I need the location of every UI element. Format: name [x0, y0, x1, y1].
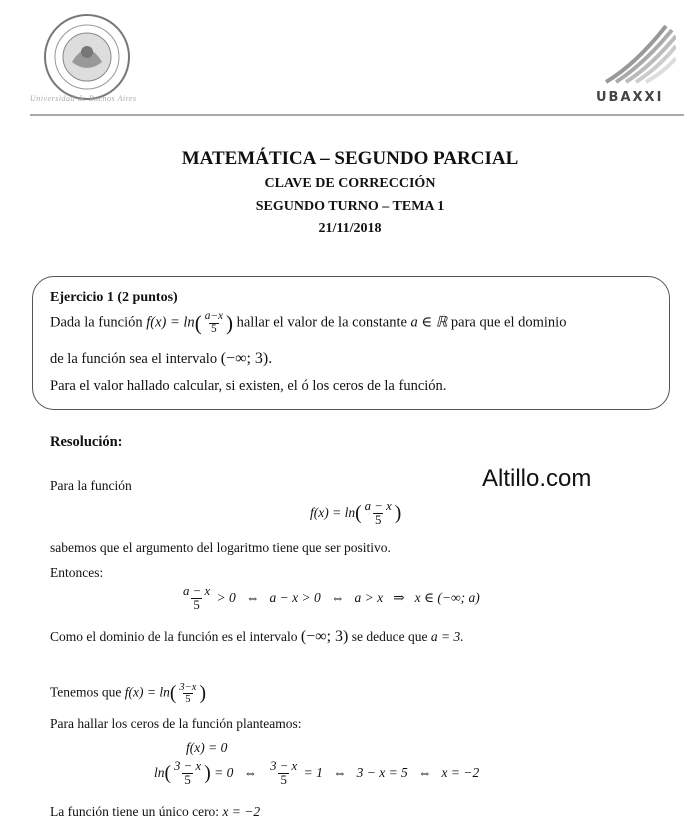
- function-lhs: f(x) = ln: [124, 684, 170, 700]
- logo-text: UBAXXI: [596, 90, 664, 105]
- subtitle-key: CLAVE DE CORRECCIÓN: [264, 176, 436, 191]
- exercise-line-3: Para el valor hallado calcular, si existen, el ó los ceros de la función.: [50, 378, 447, 394]
- text: se deduce que: [348, 629, 431, 644]
- text: Dada la función: [50, 314, 147, 331]
- function-name: f(x): [146, 314, 167, 331]
- mid-text: = 0 ⇔: [210, 765, 268, 781]
- fraction-denominator: 5: [184, 773, 191, 788]
- exercise-line-1: [50, 311, 566, 336]
- seal-caption: Universidad de Buenos Aires: [30, 94, 137, 103]
- fraction: [181, 585, 212, 613]
- text: para que el dominio: [447, 314, 567, 331]
- fraction-denominator: 5: [211, 322, 217, 335]
- exercise-title: Ejercicio 1 (2 puntos): [50, 290, 178, 305]
- watermark: Altillo.com: [482, 465, 592, 492]
- text: Como el dominio de la función es el intervalo: [50, 629, 301, 644]
- paren-close: ): [199, 682, 206, 704]
- interval: (−∞; 3).: [220, 350, 273, 367]
- text: de la función sea el intervalo: [50, 351, 221, 367]
- fraction: [177, 682, 198, 705]
- paragraph-2: sabemos que el argumento del logaritmo tiene que ser positivo.: [50, 540, 391, 555]
- text: Tenemos que: [50, 684, 125, 700]
- exercise-line-2: [50, 350, 272, 368]
- inequality-chain: [180, 585, 480, 613]
- fraction-numerator: a−x: [204, 310, 223, 322]
- paren-close: ): [225, 310, 233, 335]
- zero-value: x = −2: [222, 804, 261, 819]
- text: hallar el valor de la constante: [232, 314, 411, 331]
- paren-open: (: [355, 503, 362, 525]
- resolution-title: Resolución:: [50, 434, 123, 450]
- university-seal-icon: [42, 12, 132, 102]
- constant: a ∈ ℝ: [410, 314, 448, 331]
- paren-close: ): [394, 503, 402, 525]
- paragraph-6: Para hallar los ceros de la función planteamos:: [50, 716, 302, 731]
- fraction: [363, 500, 394, 528]
- end-text: = 1 ⇔ 3 − x = 5 ⇔ x = −2: [300, 765, 480, 781]
- fraction: [172, 760, 203, 788]
- paren-open: (: [169, 682, 177, 704]
- a-value: a = 3.: [430, 629, 464, 644]
- zero-equation: f(x) = 0: [186, 740, 228, 755]
- function-lhs: f(x) = ln: [310, 505, 356, 521]
- fraction-numerator: 3 − x: [174, 759, 202, 773]
- paren-open: (: [164, 763, 172, 785]
- subtitle-shift: SEGUNDO TURNO – TEMA 1: [255, 199, 445, 214]
- inequality-rest: > 0 ⇔ a − x > 0 ⇔ a > x ⇒ x ∈ (−∞; a): [213, 590, 480, 606]
- header-divider: [30, 114, 684, 116]
- zero-solution-chain: [154, 760, 479, 788]
- paragraph-1: Para la función: [50, 478, 132, 493]
- exam-date: 21/11/2018: [318, 221, 382, 236]
- text: La función tiene un único cero:: [50, 804, 223, 819]
- ln: ln: [154, 765, 165, 781]
- paren-close: ): [204, 763, 211, 785]
- paren-open: (: [194, 310, 202, 335]
- fraction-numerator: a − x: [183, 584, 211, 598]
- function-equation: [310, 500, 401, 528]
- fraction-denominator: 5: [280, 773, 287, 788]
- fraction-denominator: 5: [193, 598, 200, 613]
- paragraph-3: Entonces:: [50, 565, 104, 580]
- fraction-numerator: a − x: [364, 499, 392, 513]
- fraction: [203, 311, 225, 336]
- page-title: MATEMÁTICA – SEGUNDO PARCIAL: [181, 148, 519, 169]
- fraction-numerator: 3 − x: [270, 759, 298, 773]
- fraction: [268, 760, 299, 788]
- fraction-denominator: 5: [375, 513, 382, 528]
- fraction-denominator: 5: [185, 694, 191, 706]
- eq-ln: = ln: [166, 314, 195, 331]
- paragraph-5: [50, 682, 206, 705]
- ubaxxi-logo-icon: [596, 24, 676, 84]
- paragraph-7: [50, 804, 260, 820]
- interval: (−∞; 3): [300, 628, 349, 645]
- paragraph-4: [50, 628, 464, 646]
- fraction-numerator: 3−x: [179, 682, 197, 693]
